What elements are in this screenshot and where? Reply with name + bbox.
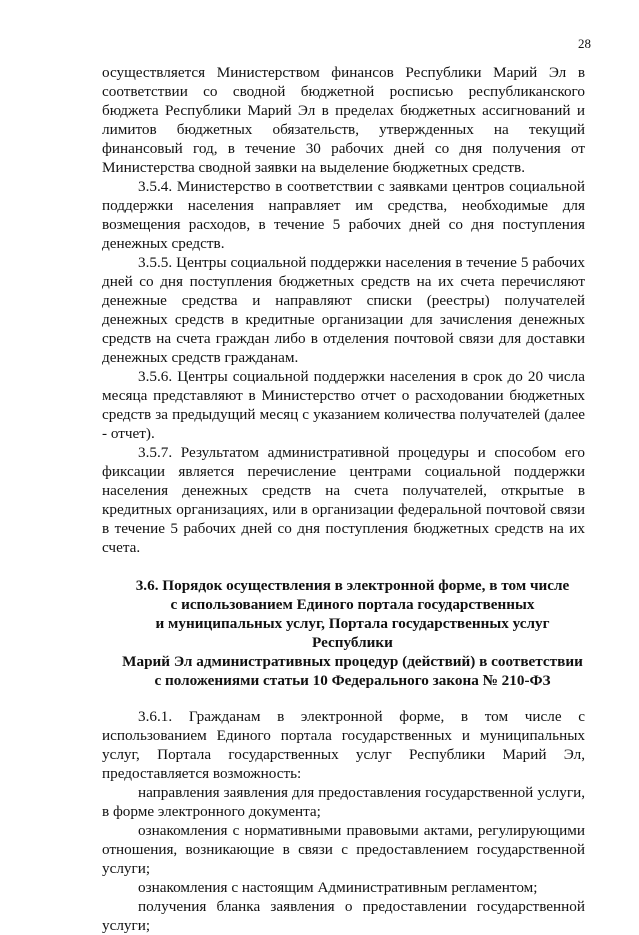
list-item: получения бланка заявления о предоставлении государственной услуги; <box>102 898 585 934</box>
heading-line: с положениями статьи 10 Федерального закона № 210-ФЗ <box>154 672 551 689</box>
paragraph-3-6-1: 3.6.1. Гражданам в электронной форме, в том числе с использованием Единого портала государственных и муниципальных услуг, Портала государственных услуг Республики Марий Эл, предоставляется возможность: <box>102 708 585 782</box>
paragraph-3-5-7: 3.5.7. Результатом административной процедуры и способом его фиксации является перечисление центрами социальной поддержки населения денежных средств на счета получателей, открытые в кредитных организациях, или в организации федеральной почтовой связи в течение 5 рабочих дней со дня поступления бюджетных средств на их счета. <box>102 444 585 556</box>
list-item: ознакомления с нормативными правовыми актами, регулирующими отношения, возникающие в связи с предоставлением государственной услуги; <box>102 822 585 877</box>
heading-line: Марий Эл административных процедур (действий) в соответствии <box>122 653 583 670</box>
list-item: направления заявления для предоставления государственной услуги, в форме электронного документа; <box>102 784 585 820</box>
paragraph-continuation: осуществляется Министерством финансов Республики Марий Эл в соответствии со сводной бюджетной росписью республиканского бюджета Республики Марий Эл в пределах бюджетных ассигнований и лимитов бюджетных обязательств, утвержденных на текущий финансовый год, в течение 30 рабочих дней со дня получения от Министерства сводной заявки на выделение бюджетных средств. <box>102 64 585 176</box>
heading-line: 3.6. Порядок осуществления в электронной форме, в том числе <box>135 577 570 594</box>
paragraph-3-5-4: 3.5.4. Министерство в соответствии с заявками центров социальной поддержки населения направляет им средства, необходимые для возмещения расходов, в течение 5 рабочих дней со дня поступления денежных средств. <box>102 178 585 252</box>
page-number: 28 <box>578 36 591 51</box>
paragraph-3-5-6: 3.5.6. Центры социальной поддержки населения в срок до 20 числа месяца представляют в Министерство отчет о расходовании бюджетных средств за предыдущий месяц с указанием количества получателей (далее - отчет). <box>102 368 585 442</box>
paragraph-3-5-5: 3.5.5. Центры социальной поддержки населения в течение 5 рабочих дней со дня поступления бюджетных средств на их счета перечисляют денежные средства и направляют списки (реестры) получателей денежных средств в кредитные организации для зачисления денежных средств на счета граждан либо в отделения почтовой связи для доставки денежных средств гражданам. <box>102 254 585 366</box>
heading-line: и муниципальных услуг, Портала государственных услуг Республики <box>155 615 550 651</box>
document-body <box>102 63 585 935</box>
list-item: ознакомления с настоящим Административным регламентом; <box>138 879 538 896</box>
heading-line: с использованием Единого портала государственных <box>170 596 535 613</box>
section-heading-3-6 <box>102 576 585 690</box>
